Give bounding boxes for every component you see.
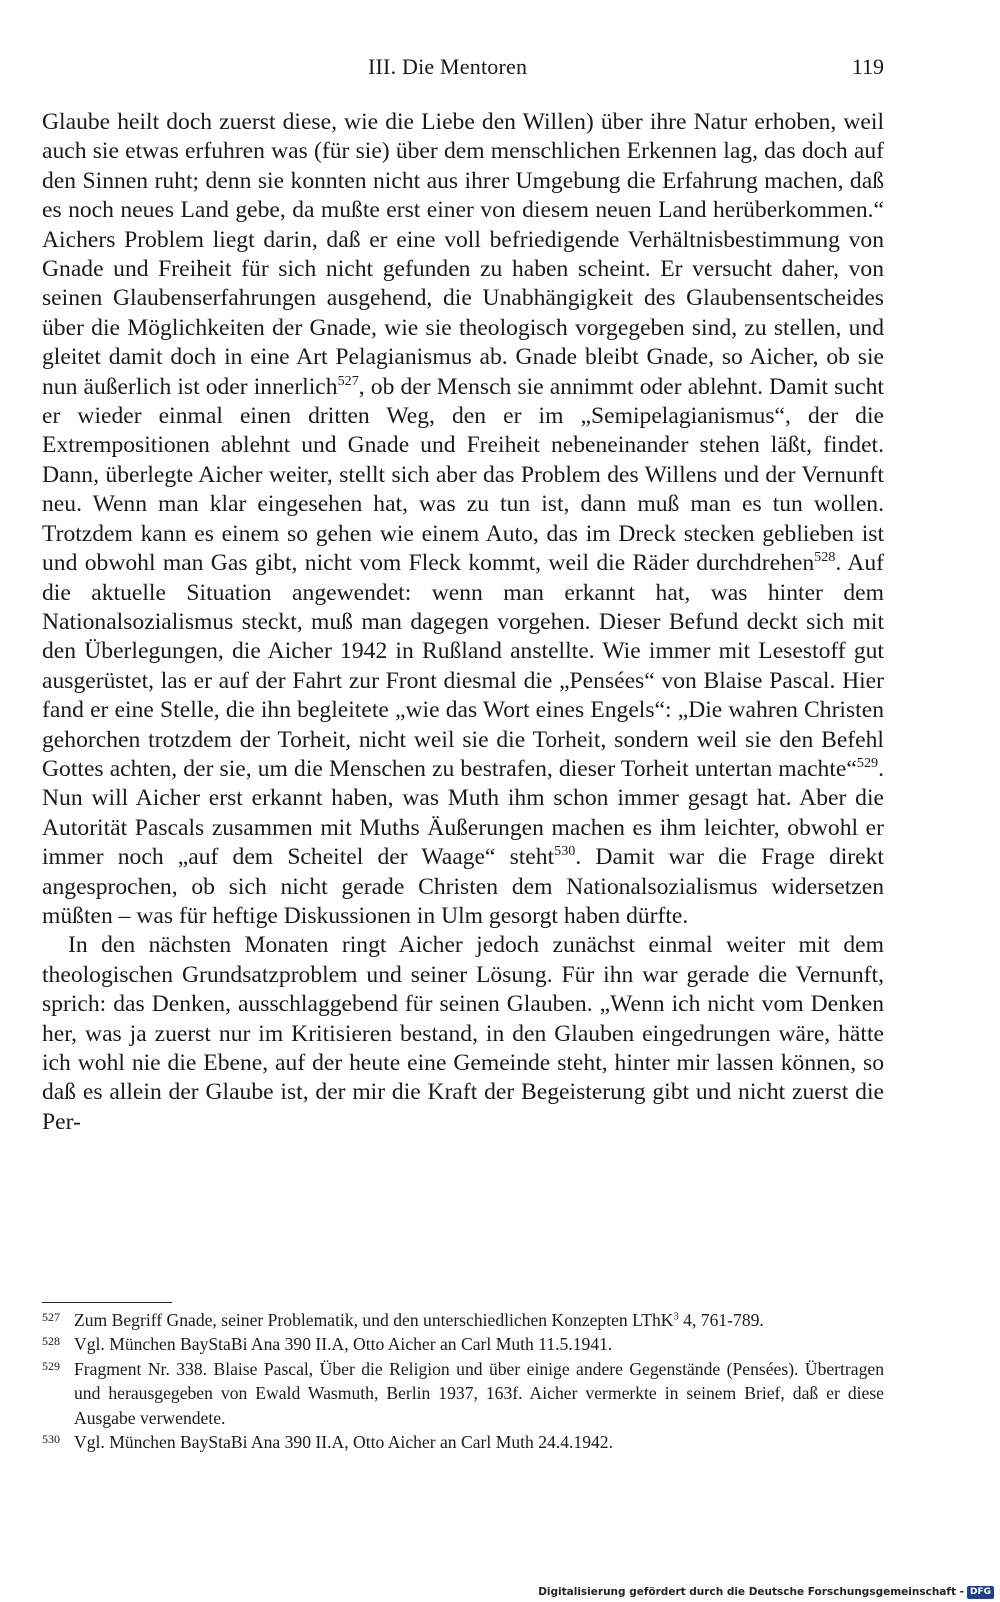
text-run: Fragment Nr. 338. Blaise Pascal, Über die Religion und über einige andere Gegenstände (Pensées). Übertragen und herausgegeben von Ewald Wasmuth, Berlin 1937, 163f. Aicher vermerkte in seinem Brief, daß er diese Ausgabe verwendete. xyxy=(74,1358,884,1428)
footnote-reference: 528 xyxy=(814,549,836,566)
text-run: In den nächsten Monaten ringt Aicher jedoch zunächst einmal weiter mit dem theologischen Grundsatzproblem und seiner Lösung. Für ihn war gerade die Vernunft, sprich: das Denken, ausschlaggebend für seinen Glauben. „Wenn ich nicht vom Denken her, was ja zuerst nur im Kritisieren bestand, in den Glauben eingedrungen wäre, hätte ich wohl nie die Ebene, auf der heute eine Gemeinde steht, hinter mir lassen können, so daß es allein der Glaube ist, der mir die Kraft der Begeisterung gibt und nicht zuerst die Per- xyxy=(42,932,884,1135)
footnote xyxy=(42,1332,884,1356)
footnote-reference: 529 xyxy=(856,755,879,772)
footnote xyxy=(42,1430,884,1454)
footnote xyxy=(42,1357,884,1430)
footnote-number: 527 xyxy=(42,1310,60,1324)
text-run: Vgl. München BayStaBi Ana 390 II.A, Otto Aicher an Carl Muth 11.5.1941. xyxy=(74,1334,613,1355)
footnotes xyxy=(42,1308,884,1454)
text-run: 4, 761-789. xyxy=(678,1310,764,1330)
text-run: Zum Begriff Gnade, seiner Problematik, und den unterschiedlichen Konzepten LThK xyxy=(74,1310,674,1330)
footnote-number: 529 xyxy=(42,1358,60,1373)
text-run: , ob der Mensch sie annimmt oder ablehnt. Damit sucht er wieder einmal einen dritten Weg, den er im „Semipelagianismus“, der die Extrempositionen ablehnt und Gnade und Freiheit nebeneinander stehen läßt, findet. Dann, überlegte Aicher weiter, stellt sich aber das Problem des Willens und der Vernunft neu. Wenn man klar eingesehen hat, was zu tun ist, dann muß man es tun wollen. Trotzdem kann es einem so gehen wie einem Auto, das im Dreck stecken geblieben ist und obwohl man Gas gibt, nicht vom Fleck kommt, weil die Räder durchdrehen xyxy=(42,373,884,577)
text-run: . Damit war die Frage direkt angesprochen, ob sich nicht gerade Christen dem Nationalsozialismus widersetzen müßten – was für heftige Diskussionen in Ulm gesorgt haben dürfte. xyxy=(42,844,884,929)
paragraph xyxy=(42,108,884,931)
dfg-logo: DFG xyxy=(967,1586,994,1599)
text-run: . Auf die aktuelle Situation angewendet: wenn man erkannt hat, was hinter dem Nationalsozialismus steckt, muß man dagegen vorgehen. Dieser Befund deckt sich mit den Überlegungen, die Aicher 1942 in Rußland anstellte. Wie immer mit Lesestoff gut ausgerüstet, las er auf der Fahrt zur Front diesmal die „Pensées“ von Blaise Pascal. Hier fand er eine Stelle, die ihn begleitete „wie das Wort eines Engels“: „Die wahren Christen gehorchen trotzdem der Torheit, nicht weil sie die Torheit, sondern weil sie den Befehl Gottes achten, der sie, um die Menschen zu bestrafen, dieser Torheit untertan machte“ xyxy=(42,550,885,782)
footnote xyxy=(42,1308,884,1332)
text-run: . Nun will Aicher erst erkannt haben, was Muth ihm schon immer gesagt hat. Aber die Autorität Pascals zusammen mit Muths Äußerungen machen es ihm leichter, obwohl er immer noch „auf dem Scheitel der Waage“ steht xyxy=(42,755,884,871)
footnote-number: 528 xyxy=(42,1334,60,1349)
footnote-reference: 527 xyxy=(337,372,359,389)
footnote-reference: 3 xyxy=(673,1311,679,1323)
footnote-number: 530 xyxy=(42,1432,60,1447)
running-header xyxy=(0,50,884,84)
digitization-notice xyxy=(538,1584,994,1600)
footnote-separator xyxy=(42,1302,172,1303)
chapter-title: III. Die Mentoren xyxy=(368,54,528,79)
page-number: 119 xyxy=(851,54,884,79)
body-text xyxy=(42,108,884,1137)
text-run: Vgl. München BayStaBi Ana 390 II.A, Otto Aicher an Carl Muth 24.4.1942. xyxy=(74,1432,613,1453)
text-run: Glaube heilt doch zuerst diese, wie die Liebe den Willen) über ihre Natur erhoben, weil auch sie etwas erfuhren was (für sie) über dem menschlichen Erkennen lag, das doch auf den Sinnen ruht; denn sie konnten nicht aus ihrer Umgebung die Erfahrung machen, daß es noch neues Land gebe, da mußte erst einer von diesem neuen Land herüberkommen.“ Aichers Problem liegt darin, daß er eine voll befriedigende Verhältnisbestimmung von Gnade und Freiheit für sich nicht gefunden zu haben scheint. Er versucht daher, von seinen Glaubenserfahrungen ausgehend, die Unabhängigkeit des Glaubensentscheides über die Möglichkeiten der Gnade, wie sie theologisch vorgegeben sind, zu stellen, und gleitet damit doch in eine Art Pelagianismus ab. Gnade bleibt Gnade, so Aicher, ob sie nun äußerlich ist oder innerlich xyxy=(42,109,884,400)
footnote-reference: 530 xyxy=(554,843,576,860)
paragraph xyxy=(42,931,884,1137)
digitization-text: Digitalisierung gefördert durch die Deutsche Forschungsgemeinschaft - xyxy=(538,1586,964,1598)
